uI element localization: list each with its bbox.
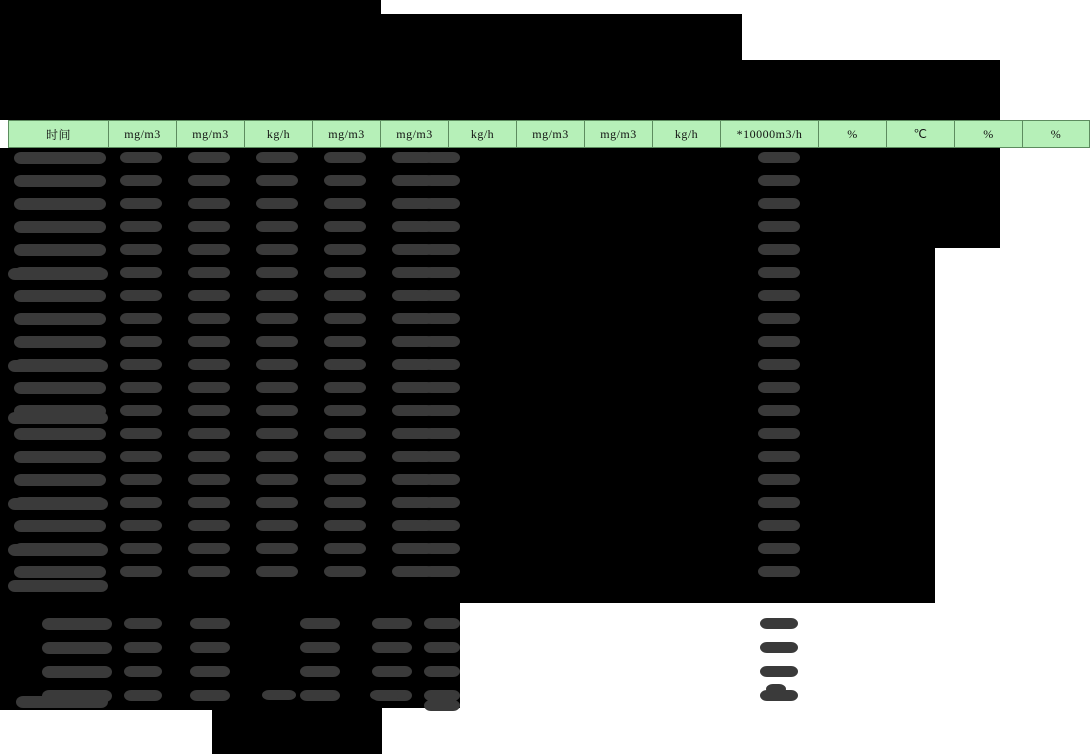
redacted-text-blob [324,428,366,439]
redacted-text-blob [190,642,230,653]
redacted-text-blob [300,666,340,677]
redacted-text-blob [424,474,460,485]
redacted-text-blob [14,451,106,463]
redacted-text-blob [324,543,366,554]
redacted-text-blob [424,382,460,393]
redacted-text-blob [120,382,162,393]
redacted-text-blob [14,336,106,348]
redacted-text-blob [14,152,106,164]
redacted-text-blob [14,566,106,578]
unit-cell-13: ℃ [886,120,954,148]
redacted-text-blob [120,474,162,485]
redacted-text-blob [424,700,460,711]
redacted-text-blob [424,267,460,278]
redacted-text-blob [324,359,366,370]
redacted-text-blob [120,313,162,324]
redacted-text-blob [188,428,230,439]
redacted-text-blob [8,580,108,592]
redacted-text-blob [16,696,108,708]
redacted-text-blob [256,336,298,347]
redacted-text-blob [760,642,798,653]
redacted-text-blob [324,267,366,278]
redaction-mask-top-right [742,60,1000,120]
redacted-text-blob [42,642,112,654]
redacted-text-blob [324,382,366,393]
redacted-text-blob [14,175,106,187]
redacted-text-blob [256,451,298,462]
redacted-text-blob [424,198,460,209]
unit-cell-8: mg/m3 [516,120,584,148]
redacted-text-blob [758,497,800,508]
redacted-text-blob [14,382,106,394]
redacted-text-blob [424,152,460,163]
redacted-text-blob [14,198,106,210]
redacted-text-blob [324,313,366,324]
redacted-text-blob [120,405,162,416]
redacted-text-blob [758,267,800,278]
redacted-text-blob [758,451,800,462]
redacted-text-blob [256,474,298,485]
redacted-text-blob [188,520,230,531]
redacted-text-blob [758,543,800,554]
redacted-text-blob [324,474,366,485]
redacted-text-blob [424,618,460,629]
redacted-text-blob [120,221,162,232]
redacted-text-blob [14,474,106,486]
redacted-text-blob [424,336,460,347]
redacted-text-blob [424,221,460,232]
redacted-text-blob [758,198,800,209]
redacted-text-blob [324,405,366,416]
unit-cell-9: mg/m3 [584,120,652,148]
unit-cell-12: % [818,120,886,148]
redacted-text-blob [8,360,108,372]
redacted-text-blob [188,543,230,554]
redacted-text-blob [758,290,800,301]
redacted-text-blob [262,690,296,700]
redacted-text-blob [424,244,460,255]
redacted-text-blob [128,690,150,700]
redacted-text-blob [256,244,298,255]
unit-cell-11: *10000m3/h [720,120,818,148]
redacted-text-blob [120,198,162,209]
redacted-text-blob [424,642,460,653]
redacted-text-blob [42,666,112,678]
redacted-text-blob [256,497,298,508]
redacted-text-blob [758,382,800,393]
redacted-text-blob [424,451,460,462]
redacted-text-blob [324,221,366,232]
redacted-text-blob [300,618,340,629]
redacted-text-blob [120,267,162,278]
redacted-text-blob [190,618,230,629]
redacted-text-blob [190,690,230,701]
redacted-text-blob [758,244,800,255]
redacted-text-blob [188,244,230,255]
redacted-text-blob [188,290,230,301]
redacted-text-blob [256,428,298,439]
redacted-text-blob [120,336,162,347]
unit-cell-2: mg/m3 [108,120,176,148]
redacted-text-blob [14,520,106,532]
redacted-text-blob [188,382,230,393]
redacted-text-blob [370,690,400,700]
redacted-text-blob [300,642,340,653]
redacted-text-blob [256,566,298,577]
redacted-text-blob [188,198,230,209]
redacted-text-blob [120,244,162,255]
redacted-text-blob [124,642,162,653]
redacted-text-blob [8,544,108,556]
unit-cell-15: % [1022,120,1090,148]
redacted-text-blob [256,221,298,232]
redacted-text-blob [256,267,298,278]
unit-cell-14: % [954,120,1022,148]
redacted-text-blob [760,666,798,677]
redacted-text-blob [424,520,460,531]
redacted-text-blob [758,566,800,577]
redacted-text-blob [124,666,162,677]
redacted-text-blob [324,198,366,209]
redacted-text-blob [8,412,108,424]
unit-cell-10: kg/h [652,120,720,148]
redacted-text-blob [188,497,230,508]
redacted-text-blob [424,566,460,577]
redacted-text-blob [14,290,106,302]
redacted-text-blob [424,497,460,508]
redacted-text-blob [758,221,800,232]
redacted-text-blob [42,618,112,630]
redacted-text-blob [188,451,230,462]
redacted-text-blob [188,175,230,186]
redacted-text-blob [8,498,108,510]
redacted-text-blob [120,520,162,531]
unit-cell-time: 时间 [8,120,108,148]
unit-cell-5: mg/m3 [312,120,380,148]
redacted-text-blob [124,618,162,629]
redaction-mask-footer [212,700,382,754]
redaction-mask-top-middle [381,14,742,120]
redacted-text-blob [256,152,298,163]
redacted-text-blob [14,428,106,440]
redacted-text-blob [324,152,366,163]
redacted-text-blob [256,382,298,393]
redacted-text-blob [424,313,460,324]
redacted-text-blob [758,428,800,439]
redacted-text-blob [758,359,800,370]
redacted-text-blob [188,336,230,347]
unit-cell-3: mg/m3 [176,120,244,148]
redacted-text-blob [324,497,366,508]
redacted-text-blob [256,290,298,301]
redacted-text-blob [424,290,460,301]
redacted-text-blob [758,313,800,324]
redacted-text-blob [120,290,162,301]
redacted-text-blob [256,520,298,531]
redacted-text-blob [188,267,230,278]
redacted-text-blob [120,428,162,439]
redacted-text-blob [324,336,366,347]
redacted-text-blob [8,268,108,280]
redacted-text-blob [256,405,298,416]
unit-cell-4: kg/h [244,120,312,148]
redacted-text-blob [120,359,162,370]
redacted-text-blob [188,359,230,370]
redacted-text-blob [324,566,366,577]
redacted-text-blob [424,543,460,554]
redacted-text-blob [188,474,230,485]
redacted-text-blob [324,290,366,301]
redacted-text-blob [324,520,366,531]
redacted-text-blob [188,221,230,232]
redacted-text-blob [758,336,800,347]
redacted-text-blob [766,684,786,694]
redacted-text-blob [372,618,412,629]
redacted-text-blob [188,313,230,324]
redacted-text-blob [758,520,800,531]
redaction-mask-top-left [0,0,381,120]
units-header-row [8,120,1090,148]
redacted-text-blob [758,405,800,416]
redacted-text-blob [14,244,106,256]
redacted-text-blob [424,405,460,416]
redacted-text-blob [120,543,162,554]
redacted-text-blob [758,175,800,186]
redacted-text-blob [256,359,298,370]
redacted-text-blob [256,543,298,554]
redacted-text-blob [300,690,340,701]
redacted-text-blob [120,497,162,508]
redacted-text-blob [120,566,162,577]
redacted-text-blob [324,175,366,186]
redacted-text-blob [14,221,106,233]
redacted-text-blob [256,175,298,186]
redacted-text-blob [424,428,460,439]
redacted-text-blob [256,198,298,209]
redacted-text-blob [758,474,800,485]
redacted-text-blob [188,405,230,416]
redacted-text-blob [120,175,162,186]
redacted-text-blob [188,566,230,577]
redacted-text-blob [188,152,230,163]
redacted-text-blob [324,244,366,255]
redacted-text-blob [424,359,460,370]
redacted-text-blob [758,152,800,163]
unit-cell-7: kg/h [448,120,516,148]
redacted-text-blob [190,666,230,677]
redacted-text-blob [324,451,366,462]
redacted-text-blob [760,618,798,629]
redacted-text-blob [14,313,106,325]
redacted-text-blob [120,451,162,462]
redacted-text-blob [120,152,162,163]
redacted-text-blob [424,666,460,677]
redacted-text-blob [372,666,412,677]
redacted-text-blob [372,642,412,653]
redacted-text-blob [424,175,460,186]
redacted-text-blob [256,313,298,324]
unit-cell-6: mg/m3 [380,120,448,148]
